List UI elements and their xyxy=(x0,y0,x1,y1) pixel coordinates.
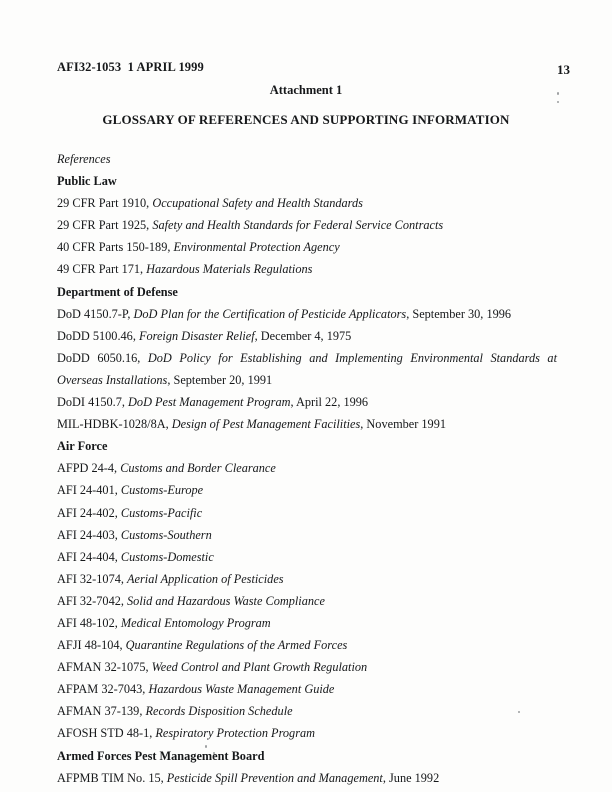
reference-entry xyxy=(57,700,557,722)
reference-title: Customs-Domestic xyxy=(120,549,214,564)
reference-entry xyxy=(57,214,557,236)
reference-number: DoDD 5100.46, xyxy=(57,328,139,343)
reference-number: AFPMB TIM No. 15, xyxy=(57,770,167,785)
reference-sections xyxy=(57,170,557,789)
reference-entry xyxy=(57,479,557,501)
reference-date: , April 22, 1996 xyxy=(290,395,369,410)
reference-number: DoDI 4150.7, xyxy=(57,395,129,410)
reference-entry xyxy=(57,258,557,280)
reference-entry xyxy=(57,347,557,391)
reference-number: AFMAN 37-139, xyxy=(57,704,146,719)
reference-number: DoD 4150.7-P, xyxy=(57,306,134,321)
reference-number: AFI 24-401, xyxy=(57,483,121,498)
reference-number: AFJI 48-104, xyxy=(57,638,126,653)
reference-number: AFPD 24-4, xyxy=(57,461,121,476)
reference-entry xyxy=(57,656,557,678)
reference-entry xyxy=(57,568,557,590)
page-number: 13 xyxy=(557,62,570,77)
reference-title: Safety and Health Standards for Federal Service Contracts xyxy=(152,218,444,233)
reference-title: Environmental Protection Agency xyxy=(173,240,340,255)
reference-entry xyxy=(57,192,557,214)
reference-title: Weed Control and Plant Growth Regulation xyxy=(151,660,368,675)
reference-title: Customs and Border Clearance xyxy=(120,461,276,476)
reference-number: AFI 24-404, xyxy=(57,549,121,564)
reference-date: , June 1992 xyxy=(382,770,440,785)
references-label: References xyxy=(57,152,111,166)
reference-title: Customs-Europe xyxy=(120,483,204,498)
reference-number: AFI 48-102, xyxy=(57,615,121,630)
reference-entry xyxy=(57,325,557,347)
reference-title: Aerial Application of Pesticides xyxy=(127,571,284,586)
attachment-title: Attachment 1 xyxy=(269,83,343,97)
reference-number: 29 CFR Part 1925, xyxy=(57,218,153,233)
section-heading: Department of Defense xyxy=(57,284,178,299)
reference-title: Medical Entomology Program xyxy=(120,615,271,630)
reference-title: Customs-Southern xyxy=(120,527,212,542)
section-heading: Armed Forces Pest Management Board xyxy=(57,748,265,763)
scan-speck xyxy=(557,101,559,103)
reference-entry xyxy=(57,634,557,656)
reference-title: DoD Pest Management Program xyxy=(128,395,291,410)
reference-entry xyxy=(57,524,557,546)
reference-title: Foreign Disaster Relief xyxy=(138,328,255,343)
section-heading: Public Law xyxy=(57,174,117,189)
reference-number: AFOSH STD 48-1, xyxy=(57,726,156,741)
reference-title: Hazardous Materials Regulations xyxy=(146,262,313,277)
reference-number: AFMAN 32-1075, xyxy=(57,660,152,675)
reference-title: Records Disposition Schedule xyxy=(145,704,293,719)
reference-title: Customs-Pacific xyxy=(120,505,203,520)
reference-entry xyxy=(57,612,557,634)
reference-number: AFI 24-402, xyxy=(57,505,121,520)
reference-entry xyxy=(57,413,557,435)
reference-entry xyxy=(57,767,557,789)
reference-title: Pesticide Spill Prevention and Management xyxy=(166,770,383,785)
reference-number: DoDD 6050.16, xyxy=(57,350,148,365)
reference-entry xyxy=(57,590,557,612)
reference-entry xyxy=(57,391,557,413)
reference-entry xyxy=(57,303,557,325)
reference-number: 29 CFR Part 1910, xyxy=(57,196,153,211)
reference-number: AFI 24-403, xyxy=(57,527,121,542)
reference-number: 40 CFR Parts 150-189, xyxy=(57,240,174,255)
reference-title: Respiratory Protection Program xyxy=(155,726,316,741)
reference-number: AFI 32-7042, xyxy=(57,593,128,608)
reference-number: MIL-HDBK-1028/8A, xyxy=(57,417,172,432)
references-body xyxy=(57,148,557,789)
reference-entry xyxy=(57,236,557,258)
reference-title: Solid and Hazardous Waste Compliance xyxy=(127,593,325,608)
reference-title: DoD Policy for Establishing and Implementing Environmental Standards at Overseas Installations xyxy=(57,350,557,387)
reference-date: , September 30, 1996 xyxy=(406,306,512,321)
reference-date: , September 20, 1991 xyxy=(167,372,273,387)
reference-entry xyxy=(57,678,557,700)
reference-date: , November 1991 xyxy=(360,417,446,432)
reference-number: AFI 32-1074, xyxy=(57,571,128,586)
reference-title: Design of Pest Management Facilities xyxy=(171,417,361,432)
reference-date: , December 4, 1975 xyxy=(254,328,352,343)
glossary-title: GLOSSARY OF REFERENCES AND SUPPORTING INFORMATION xyxy=(102,112,510,127)
reference-entry xyxy=(57,546,557,568)
reference-entry xyxy=(57,502,557,524)
reference-entry xyxy=(57,722,557,744)
reference-number: AFPAM 32-7043, xyxy=(57,682,149,697)
reference-title: Occupational Safety and Health Standards xyxy=(152,196,363,211)
reference-title: Hazardous Waste Management Guide xyxy=(148,682,335,697)
reference-entry xyxy=(57,457,557,479)
reference-title: Quarantine Regulations of the Armed Forces xyxy=(125,638,348,653)
section-heading: Air Force xyxy=(57,439,108,454)
reference-number: 49 CFR Part 171, xyxy=(57,262,147,277)
reference-title: DoD Plan for the Certification of Pesticide Applicators xyxy=(133,306,407,321)
document-header-id: AFI32-1053 1 APRIL 1999 xyxy=(57,60,204,74)
